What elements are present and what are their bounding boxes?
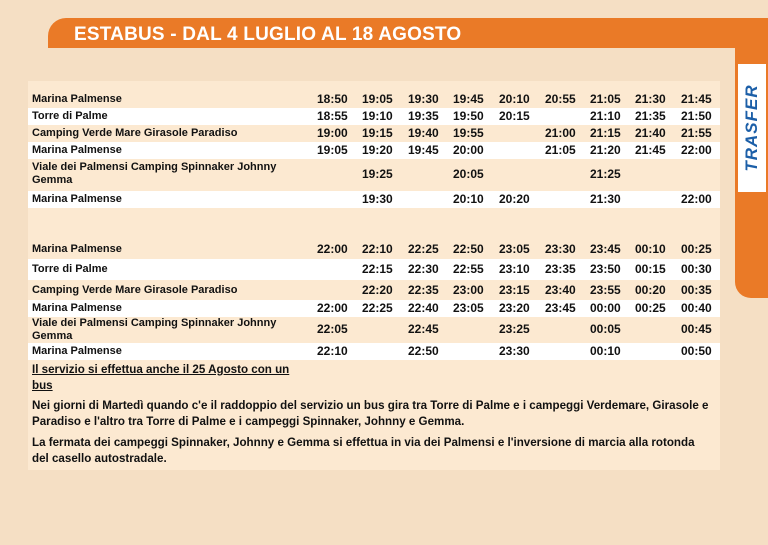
timetable-panel: [28, 81, 720, 470]
time-cell: 23:40: [545, 283, 576, 297]
time-cell: 21:35: [635, 109, 666, 123]
time-cell: 19:55: [453, 126, 484, 140]
time-cell: 21:05: [545, 143, 576, 157]
time-cell: 22:05: [317, 322, 348, 336]
time-cell: 00:30: [681, 262, 712, 276]
time-cell: 19:40: [408, 126, 439, 140]
time-cell: 00:50: [681, 344, 712, 358]
stop-name: Marina Palmense: [32, 144, 122, 156]
time-cell: 21:30: [635, 92, 666, 106]
time-cell: 21:45: [635, 143, 666, 157]
time-cell: 22:15: [362, 262, 393, 276]
time-cell: 21:15: [590, 126, 621, 140]
time-cell: 22:50: [453, 242, 484, 256]
table-row: [28, 280, 720, 300]
time-cell: 22:10: [362, 242, 393, 256]
time-cell: 21:10: [590, 109, 621, 123]
time-cell: 21:55: [681, 126, 712, 140]
time-cell: 23:20: [499, 301, 530, 315]
trasfer-logo: [738, 64, 766, 192]
note-stop-info: La fermata dei campeggi Spinnaker, Johnny e Gemma si effettua in via dei Palmensi e l'inversione di marcia alla rotonda del casello autostradale.: [32, 436, 695, 465]
time-cell: 19:00: [317, 126, 348, 140]
table-row: [28, 343, 720, 360]
stop-name: Marina Palmense: [32, 193, 122, 205]
time-cell: 19:15: [362, 126, 393, 140]
time-cell: 22:25: [362, 301, 393, 315]
time-cell: 21:30: [590, 192, 621, 206]
stop-name: Marina Palmense: [32, 302, 122, 314]
time-cell: 21:00: [545, 126, 576, 140]
time-cell: 22:00: [681, 143, 712, 157]
time-cell: 22:55: [453, 262, 484, 276]
table-row: [28, 91, 720, 108]
time-cell: 21:20: [590, 143, 621, 157]
time-cell: 00:10: [635, 242, 666, 256]
time-cell: 00:35: [681, 283, 712, 297]
time-cell: 21:45: [681, 92, 712, 106]
time-cell: 22:20: [362, 283, 393, 297]
time-cell: 21:50: [681, 109, 712, 123]
table-row: [28, 159, 720, 191]
stop-name: Marina Palmense: [32, 93, 122, 105]
note-tuesday: Nei giorni di Martedì quando c'e il raddoppio del servizio un bus gira tra Torre di Palme e i campeggi Verdemare, Girasole e Paradiso e l'altro tra Torre di Palme e i campeggi Spinnaker, Johnny e Gemma.: [32, 399, 709, 428]
time-cell: 21:25: [590, 167, 621, 181]
time-cell: 23:05: [499, 242, 530, 256]
time-cell: 22:45: [408, 322, 439, 336]
time-cell: 19:25: [362, 167, 393, 181]
stop-name: Torre di Palme: [32, 263, 108, 275]
time-cell: 19:10: [362, 109, 393, 123]
time-cell: 21:40: [635, 126, 666, 140]
stop-name: Torre di Palme: [32, 110, 108, 122]
time-cell: 19:35: [408, 109, 439, 123]
time-cell: 00:40: [681, 301, 712, 315]
table-row: [28, 191, 720, 208]
time-cell: 00:10: [590, 344, 621, 358]
time-cell: 19:30: [408, 92, 439, 106]
time-cell: 23:55: [590, 283, 621, 297]
time-cell: 19:20: [362, 143, 393, 157]
time-cell: 00:05: [590, 322, 621, 336]
table-row: [28, 317, 720, 343]
time-cell: 22:30: [408, 262, 439, 276]
time-cell: 20:00: [453, 143, 484, 157]
time-cell: 18:50: [317, 92, 348, 106]
page-title: ESTABUS - DAL 4 LUGLIO AL 18 AGOSTO: [74, 24, 462, 45]
stop-name: Camping Verde Mare Girasole Paradiso: [32, 127, 238, 139]
time-cell: 00:25: [681, 242, 712, 256]
time-cell: 20:10: [453, 192, 484, 206]
time-cell: 19:30: [362, 192, 393, 206]
time-cell: 23:50: [590, 262, 621, 276]
time-cell: 23:45: [590, 242, 621, 256]
time-cell: 19:50: [453, 109, 484, 123]
time-cell: 20:15: [499, 109, 530, 123]
time-cell: 20:05: [453, 167, 484, 181]
time-cell: 22:00: [681, 192, 712, 206]
table-row: [28, 239, 720, 259]
time-cell: 00:15: [635, 262, 666, 276]
time-cell: 00:25: [635, 301, 666, 315]
time-cell: 00:20: [635, 283, 666, 297]
time-cell: 22:00: [317, 242, 348, 256]
time-cell: 23:15: [499, 283, 530, 297]
note-extra-day: Il servizio si effettua anche il 25 Agosto con un bus: [32, 363, 290, 392]
time-cell: 21:05: [590, 92, 621, 106]
time-cell: 19:05: [362, 92, 393, 106]
time-cell: 22:25: [408, 242, 439, 256]
time-cell: 22:50: [408, 344, 439, 358]
table-row: [28, 300, 720, 317]
time-cell: 18:55: [317, 109, 348, 123]
time-cell: 22:00: [317, 301, 348, 315]
time-cell: 19:45: [453, 92, 484, 106]
time-cell: 00:00: [590, 301, 621, 315]
time-cell: 23:45: [545, 301, 576, 315]
time-cell: 19:05: [317, 143, 348, 157]
time-cell: 23:25: [499, 322, 530, 336]
table-row: [28, 125, 720, 142]
stop-name: Viale dei Palmensi Camping Spinnaker Johnny Gemma: [32, 317, 277, 342]
table-row: [28, 142, 720, 159]
time-cell: 22:40: [408, 301, 439, 315]
time-cell: 00:45: [681, 322, 712, 336]
table-row: [28, 108, 720, 125]
table-row: [28, 259, 720, 280]
stop-name: Marina Palmense: [32, 243, 122, 255]
time-cell: 23:30: [499, 344, 530, 358]
time-cell: 23:10: [499, 262, 530, 276]
time-cell: 19:45: [408, 143, 439, 157]
time-cell: 23:35: [545, 262, 576, 276]
time-cell: 20:55: [545, 92, 576, 106]
logo-text: TRASFER: [742, 84, 761, 172]
time-cell: 20:10: [499, 92, 530, 106]
time-cell: 22:10: [317, 344, 348, 358]
time-cell: 23:00: [453, 283, 484, 297]
time-cell: 22:35: [408, 283, 439, 297]
time-cell: 20:20: [499, 192, 530, 206]
stop-name: Camping Verde Mare Girasole Paradiso: [32, 284, 238, 296]
stop-name: Marina Palmense: [32, 345, 122, 357]
stop-name: Viale dei Palmensi Camping Spinnaker Johnny Gemma: [32, 161, 277, 186]
time-cell: 23:05: [453, 301, 484, 315]
header-banner: [48, 18, 768, 48]
time-cell: 23:30: [545, 242, 576, 256]
